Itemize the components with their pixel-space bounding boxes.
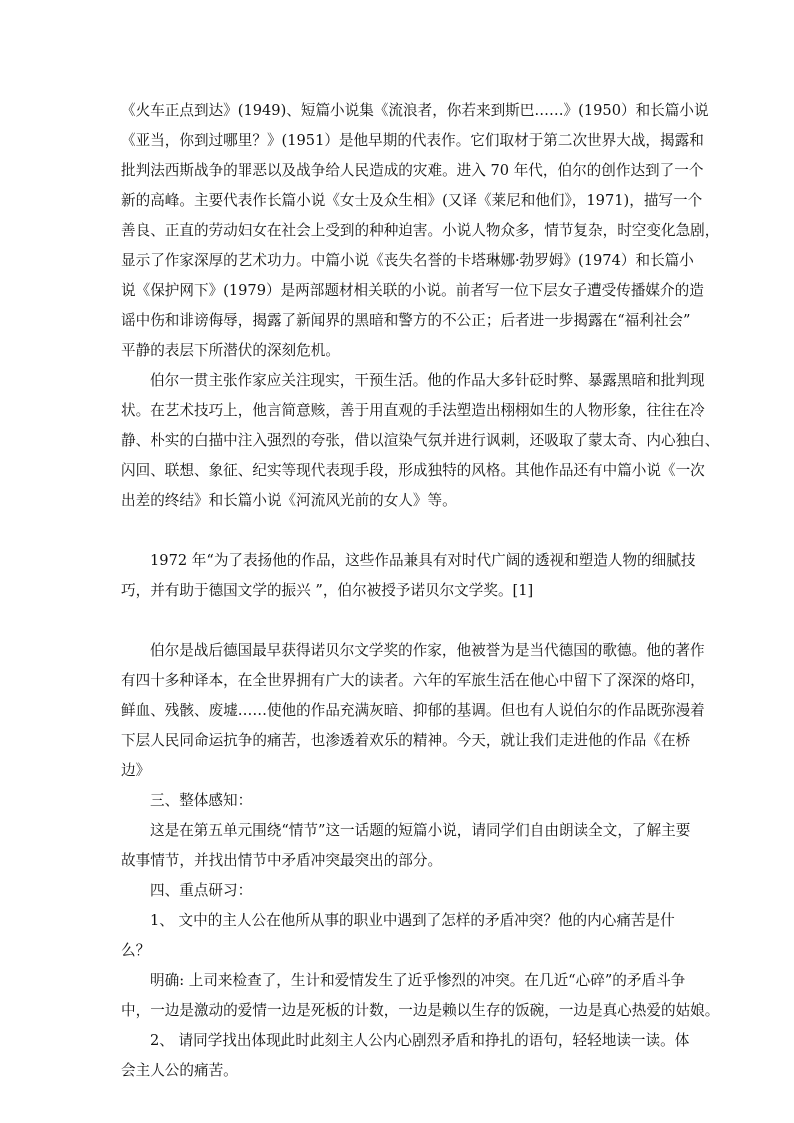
text-line: 批判法西斯战争的罪恶以及战争给人民造成的灾难。进入 70 年代，伯尔的创作达到了一个 [121,162,704,179]
text-line: 说《保护网下》(1979）是两部题材相关联的小说。前者写一位下层女子遭受传播媒介的造 [121,282,704,299]
text-line: 明确: 上司来检查了，生计和爱情发生了近乎惨烈的冲突。在几近“心碎”的矛盾斗争 [150,972,686,989]
text-line: 谣中伤和诽谤侮辱，揭露了新闻界的黑暗和警方的不公正；后者进一步揭露在“福利社会” [121,312,691,329]
text-line: 边》 [121,762,151,779]
text-line: 中，一边是激动的爱情一边是死板的计数，一边是赖以生存的饭碗，一边是真心热爱的姑娘。 [121,1002,720,1019]
paragraph-spacer [121,606,675,636]
text-line: 伯尔是战后德国最早获得诺贝尔文学奖的作家，他被誉为是当代德国的歌德。他的著作 [150,642,705,659]
paragraph [121,96,720,366]
paragraph-spacer [121,516,675,546]
paragraph [121,876,675,906]
text-line: 会主人公的痛苦。 [121,1062,238,1079]
document-body [121,96,720,1086]
text-line: 三、整体感知： [150,792,253,809]
paragraph [121,1026,690,1086]
paragraph [121,816,691,876]
text-line: 状。在艺术技巧上，他言简意赅，善于用直观的手法塑造出栩栩如生的人物形象，往往在冷 [121,402,705,419]
text-line: 闪回、联想、象征、纪实等现代表现手段，形成独特的风格。其他作品还有中篇小说《一次 [121,462,705,479]
text-line: 1972 年“为了表扬他的作品，这些作品兼具有对时代广阔的透视和塑造人物的细腻技 [150,552,696,569]
paragraph [121,786,675,816]
text-line: 故事情节，并找出情节中矛盾冲突最突出的部分。 [121,852,443,869]
text-line: 下层人民同命运抗争的痛苦，也渗透着欢乐的精神。今天，就让我们走进他的作品《在桥 [121,732,691,749]
paragraph [121,366,720,516]
text-line: 善良、正直的劳动妇女在社会上受到的种种迫害。小说人物众多，情节复杂，时空变化急剧， [121,222,720,239]
paragraph [121,546,696,606]
text-line: 显示了作家深厚的艺术功力。中篇小说《丧失名誉的卡塔琳娜·勃罗姆》(1974）和长篇小 [121,252,694,269]
text-line: 伯尔一贯主张作家应关注现实，干预生活。他的作品大多针砭时弊、暴露黑暗和批判现 [150,372,705,389]
text-line: 巧，并有助于德国文学的振兴 ”，伯尔被授予诺贝尔文学奖。[1] [121,582,534,599]
text-line: 平静的表层下所潜伏的深刻危机。 [121,342,340,359]
text-line: 新的高峰。主要代表作长篇小说《女士及众生相》(又译《莱尼和他们》，1971)，描写一个 [121,192,703,209]
text-line: 1、 文中的主人公在他所从事的职业中遇到了怎样的矛盾冲突？他的内心痛苦是什 [150,912,675,929]
paragraph [121,636,705,786]
text-line: 静、朴实的白描中注入强烈的夸张，借以渲染气氛并进行讽刺，还吸取了蒙太奇、内心独白、 [121,432,720,449]
text-line: 2、 请同学找出体现此时此刻主人公内心剧烈矛盾和挣扎的语句，轻轻地读一读。体 [150,1032,690,1049]
text-line: 出差的终结》和长篇小说《河流风光前的女人》等。 [121,492,457,509]
text-line: 鲜血、残骸、废墟……使他的作品充满灰暗、抑郁的基调。但也有人说伯尔的作品既弥漫着 [121,702,705,719]
text-line: 这是在第五单元围绕“情节”这一话题的短篇小说，请同学们自由朗读全文，了解主要 [150,822,691,839]
text-line: 么？ [121,942,151,959]
paragraph [121,966,720,1026]
text-line: 《亚当，你到过哪里？》(1951）是他早期的代表作。它们取材于第二次世界大战，揭露和 [121,132,704,149]
paragraph [121,906,675,966]
text-line: 四、重点研习： [150,882,253,899]
text-line: 《火车正点到达》(1949)、短篇小说集《流浪者，你若来到斯巴……》(1950）和长篇小说 [121,102,709,119]
text-line: 有四十多种译本，在全世界拥有广大的读者。六年的军旅生活在他心中留下了深深的烙印， [121,672,705,689]
